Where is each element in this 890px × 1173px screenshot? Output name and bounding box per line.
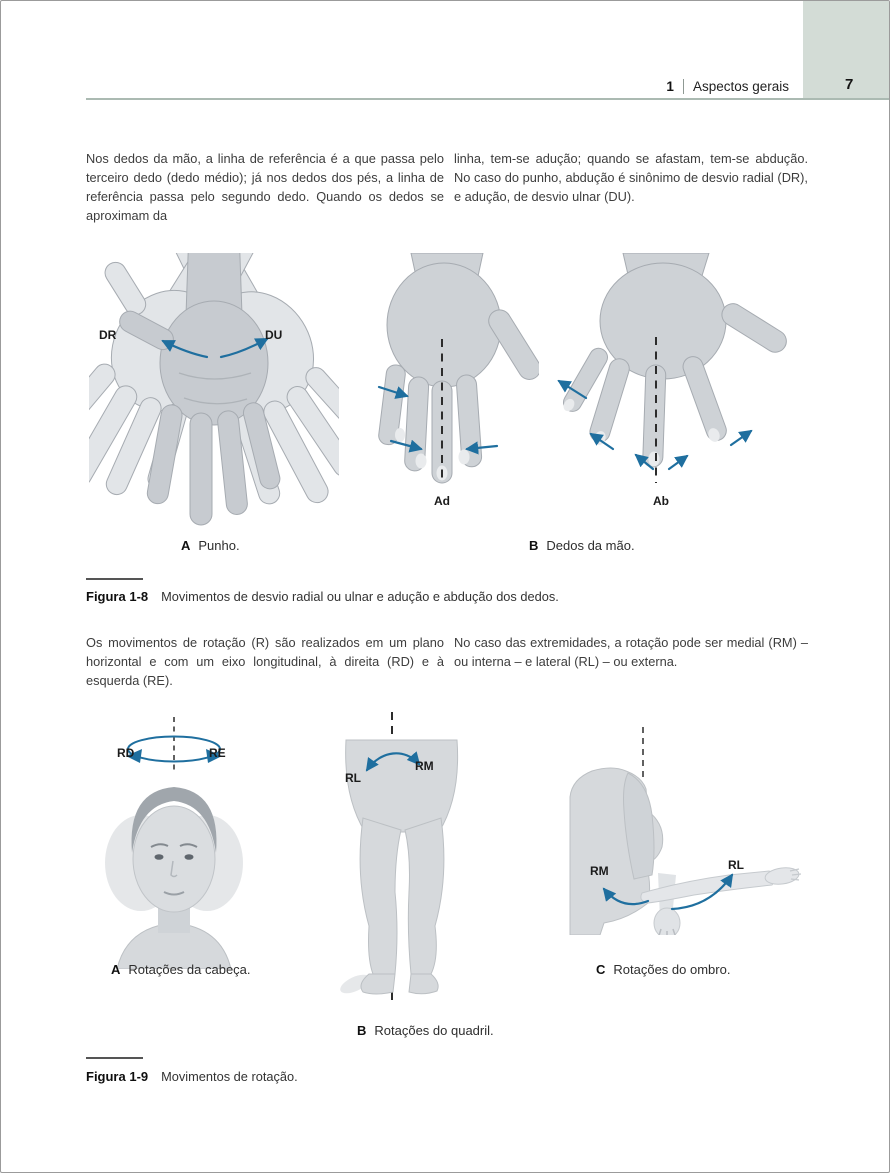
figure-caption-rule xyxy=(86,1057,143,1059)
paragraph-block-2 xyxy=(86,633,808,690)
subcaption-letter: A xyxy=(111,962,121,977)
page-header xyxy=(1,75,804,97)
eye xyxy=(185,854,194,860)
figure-1-9-panel-head xyxy=(99,711,254,969)
label-hip-rl: RL xyxy=(345,771,361,785)
figure-1-9-caption xyxy=(86,1069,298,1084)
subcaption-text: Punho. xyxy=(198,538,240,553)
figure-1-8-caption xyxy=(86,589,559,604)
fingernail xyxy=(649,452,660,467)
fig1-9-subcaption-a xyxy=(111,962,251,977)
hand-dorsal-adduction-illustration xyxy=(378,253,539,483)
figure-label: Figura 1-9 xyxy=(86,1069,149,1084)
paragraph-1-right-column: linha, tem-se adução; quando se afastam, tem-se abdução. No caso do punho, abdução é sinônimo de desvio radial (DR), e adução, de desvio ulnar (DU). xyxy=(454,151,808,204)
label-ab: Ab xyxy=(653,494,669,508)
paragraph-2-right-column: No caso das extremidades, a rotação pode ser medial (RM) – ou interna – e lateral (RL) – ou externa. xyxy=(454,635,808,669)
subcaption-text: Rotações do quadril. xyxy=(374,1023,494,1038)
hand-dorsal-abduction-illustration xyxy=(560,253,790,467)
left-foot xyxy=(361,974,395,994)
figure-caption-text: Movimentos de rotação. xyxy=(161,1069,298,1084)
subcaption-letter: B xyxy=(357,1023,367,1038)
fingernail xyxy=(395,428,405,442)
paragraph-block-1 xyxy=(86,149,808,225)
subcaption-letter: B xyxy=(529,538,539,553)
subcaption-text: Rotações da cabeça. xyxy=(128,962,251,977)
figure-label: Figura 1-8 xyxy=(86,589,149,604)
paragraph-1-left-column: Nos dedos da mão, a linha de referência é a que passa pelo terceiro dedo (dedo médio); já nos dedos dos pés, a linha de referência passa pelo segundo dedo. Quando os dedos se aproximam da xyxy=(86,151,444,223)
torso-and-arm-illustration xyxy=(570,768,801,935)
label-ad: Ad xyxy=(434,494,450,508)
abduction-arrow xyxy=(731,431,751,445)
subcaption-letter: C xyxy=(596,962,606,977)
label-hip-rm: RM xyxy=(415,759,434,773)
fig1-9-subcaption-c xyxy=(596,962,730,977)
head-illustration xyxy=(105,787,243,969)
abduction-arrow xyxy=(669,456,687,469)
header-divider xyxy=(683,79,684,94)
figure-caption-rule xyxy=(86,578,143,580)
page-number: 7 xyxy=(845,76,854,93)
fingernail xyxy=(416,454,427,469)
chapter-title: Aspectos gerais xyxy=(692,78,789,94)
label-re: RE xyxy=(209,746,226,760)
extended-hand xyxy=(764,866,800,887)
figure-1-9-panel-shoulder xyxy=(564,723,801,935)
label-shoulder-rm: RM xyxy=(590,864,609,878)
figure-1-8-panel-abduction xyxy=(541,253,796,509)
chapter-number: 1 xyxy=(666,78,674,94)
fingernail xyxy=(459,450,470,465)
label-rd: RD xyxy=(117,746,135,760)
fig1-8-subcaption-a xyxy=(181,538,240,553)
figure-1-9-panel-hip xyxy=(319,706,484,1018)
page-number-tab xyxy=(803,1,889,98)
figure-1-8-panel-adduction xyxy=(359,253,539,511)
paragraph-2-left-column: Os movimentos de rotação (R) são realizados em um plano horizontal e com um eixo longitudinal, à direita (RD) e à esquerda (RE). xyxy=(86,635,444,688)
right-foot xyxy=(409,974,438,994)
label-du: DU xyxy=(265,328,283,342)
label-dr: DR xyxy=(99,328,117,342)
fig1-9-subcaption-b xyxy=(357,1023,494,1038)
fig1-8-subcaption-b xyxy=(529,538,635,553)
ghost-hand xyxy=(654,908,680,935)
subcaption-text: Rotações do ombro. xyxy=(613,962,731,977)
subcaption-letter: A xyxy=(181,538,191,553)
header-rule xyxy=(86,98,889,100)
right-leg xyxy=(405,818,444,974)
figure-1-8-panel-wrist xyxy=(89,253,339,535)
figure-caption-text: Movimentos de desvio radial ou ulnar e adução e abdução dos dedos. xyxy=(161,589,559,604)
subcaption-text: Dedos da mão. xyxy=(546,538,635,553)
left-leg xyxy=(360,818,401,974)
eye xyxy=(155,854,164,860)
label-shoulder-rl: RL xyxy=(728,858,744,872)
